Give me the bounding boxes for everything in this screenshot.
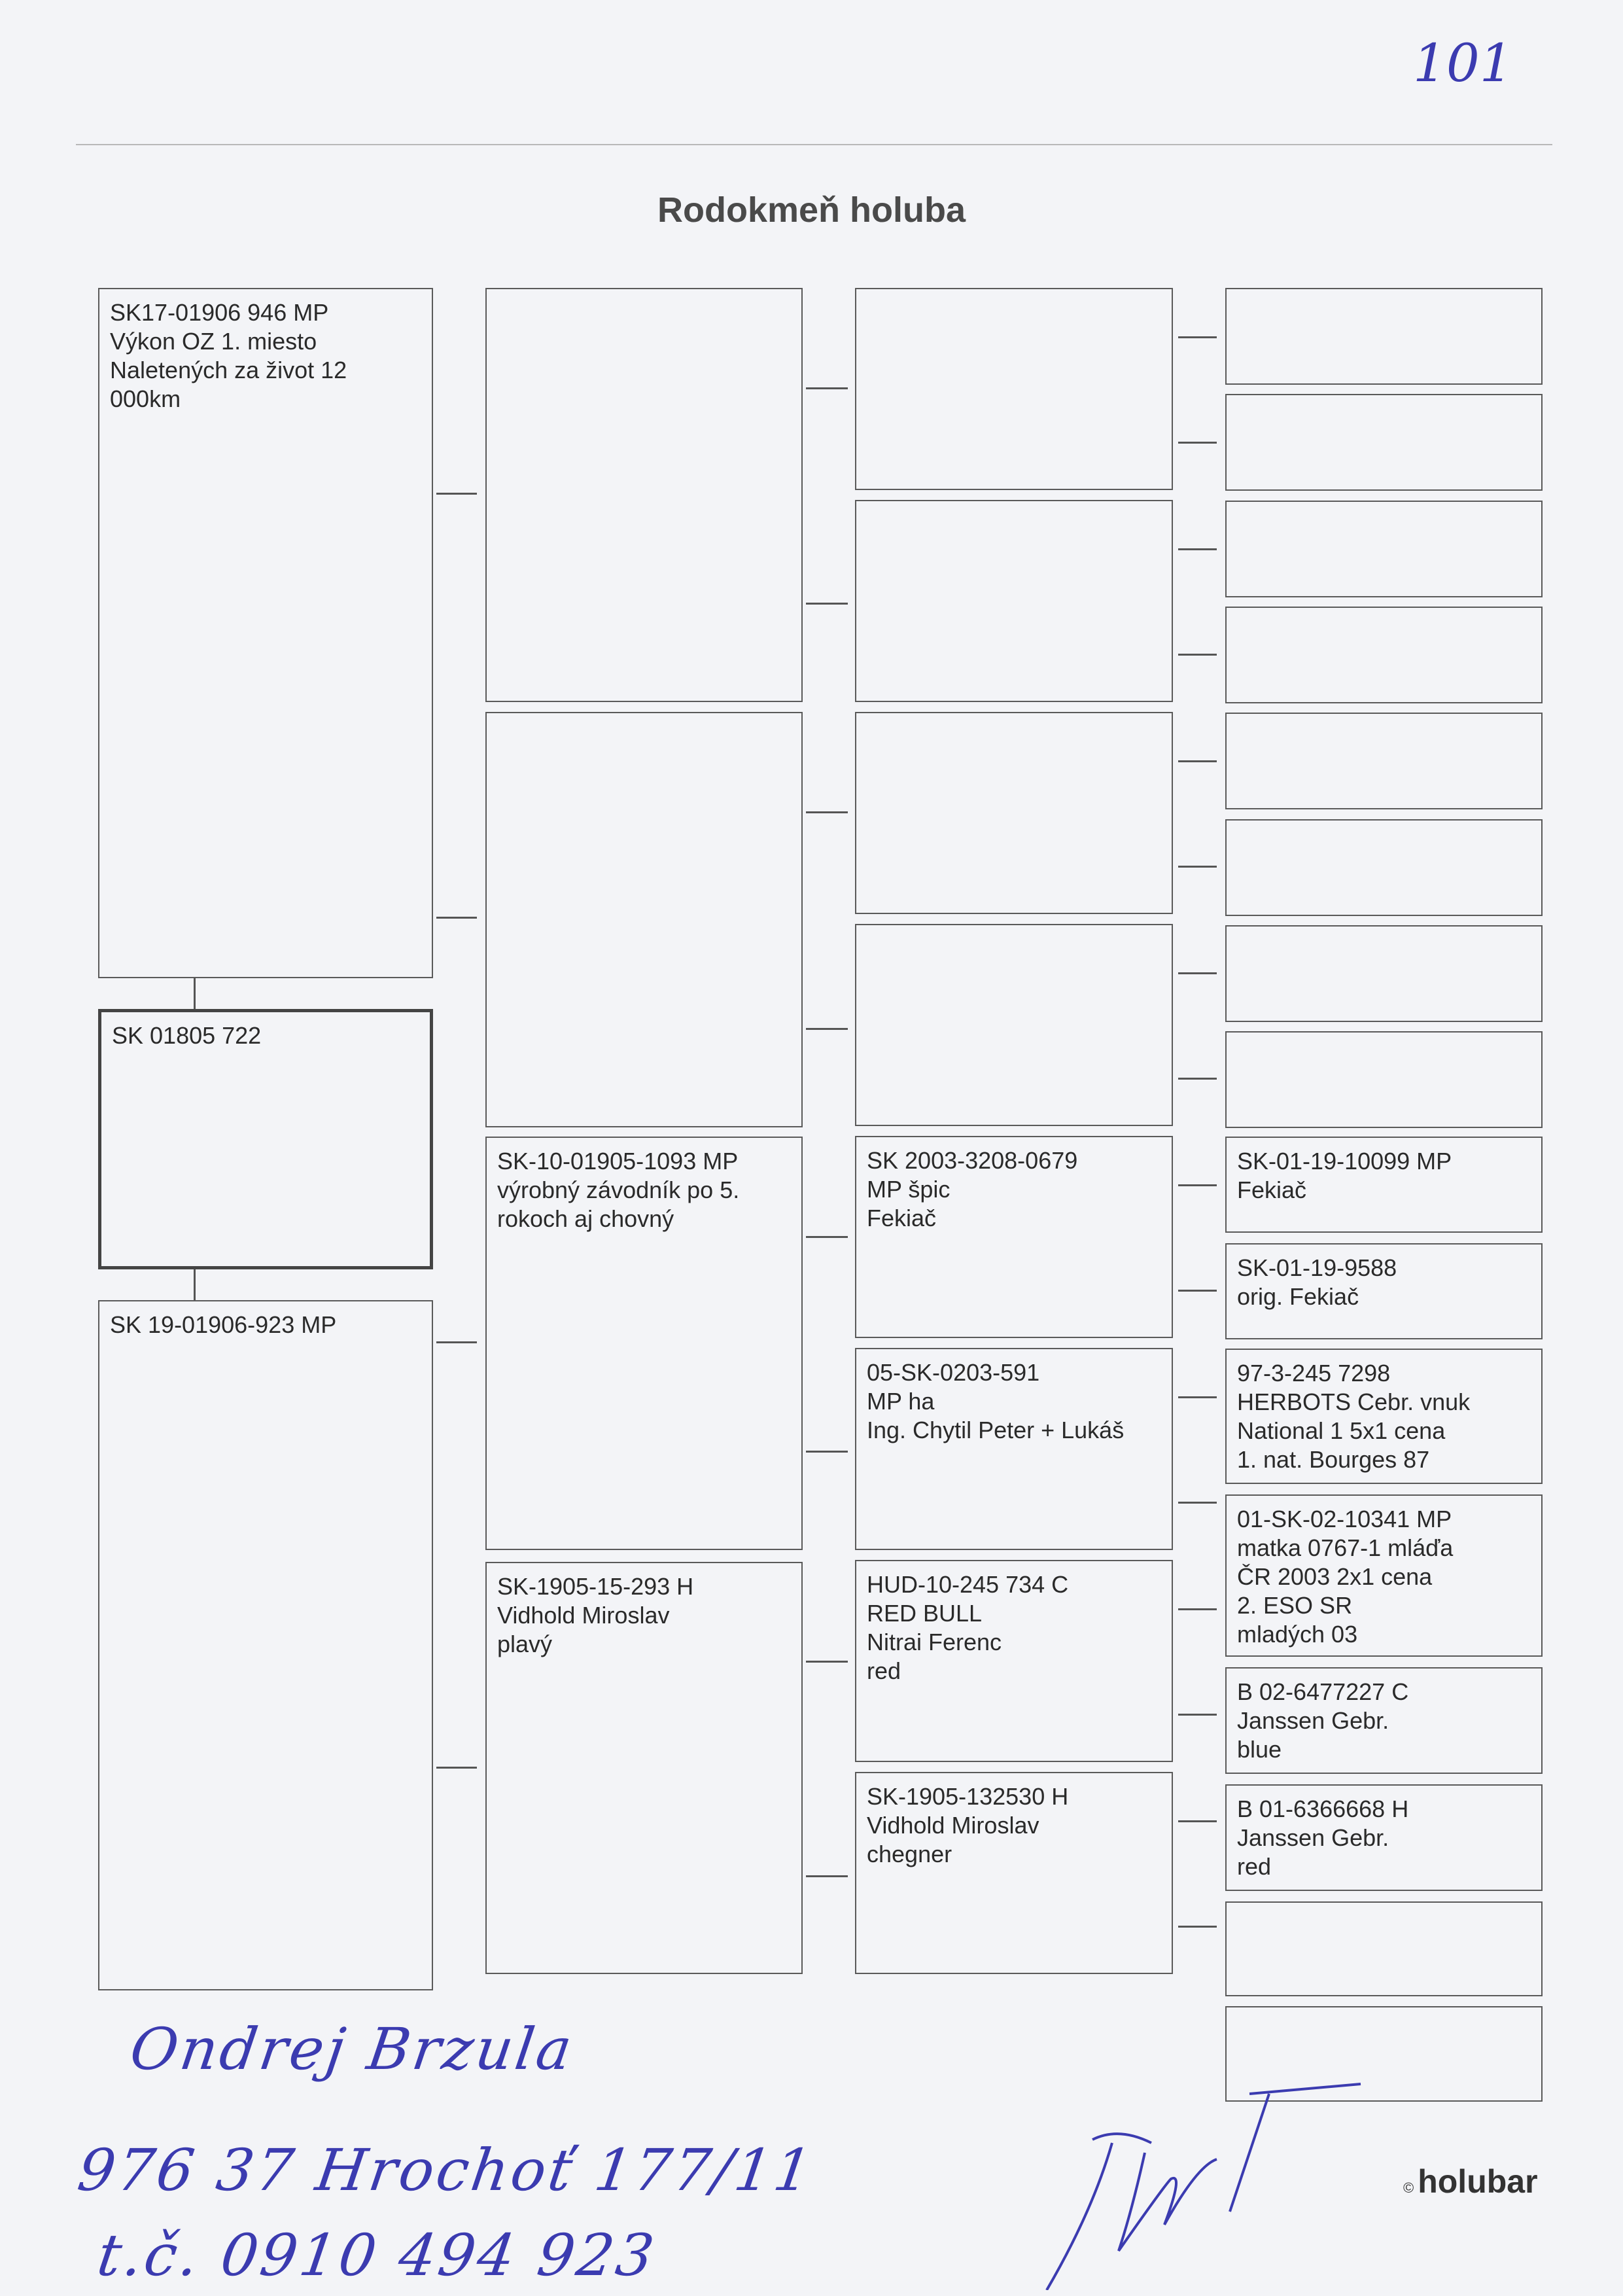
- connector-line: [194, 978, 196, 1009]
- pedigree-line: SK-1905-132530 H: [867, 1783, 1069, 1810]
- pedigree-line: blue: [1237, 1736, 1282, 1763]
- connector-line: [1178, 1184, 1217, 1186]
- col4-box: [1225, 819, 1543, 916]
- connector-line: [1178, 1926, 1217, 1928]
- connector-line: [806, 1875, 848, 1877]
- col3-box: [855, 1348, 1173, 1550]
- pedigree-line: B 02-6477227 C: [1237, 1678, 1409, 1705]
- pedigree-line: Vidhold Miroslav: [867, 1812, 1039, 1839]
- col3-box: [855, 1136, 1173, 1338]
- pedigree-line: rokoch aj chovný: [497, 1205, 674, 1232]
- subject-box: [98, 288, 433, 978]
- middle-box: [98, 1009, 433, 1269]
- col4-box: [1225, 394, 1543, 491]
- pedigree-line: SK17-01906 946 MP: [110, 299, 329, 326]
- pedigree-line: RED BULL: [867, 1600, 983, 1627]
- pedigree-line: Janssen Gebr.: [1237, 1707, 1389, 1734]
- header-divider: [76, 144, 1552, 145]
- pedigree-line: Vidhold Miroslav: [497, 1602, 670, 1629]
- logo-text: holubar: [1418, 2163, 1538, 2200]
- col2-box: [485, 288, 803, 702]
- pedigree-line: National 1 5x1 cena: [1237, 1417, 1446, 1444]
- pedigree-line: 2. ESO SR: [1237, 1592, 1353, 1619]
- pedigree-line: chegner: [867, 1841, 952, 1867]
- pedigree-line: HUD-10-245 734 C: [867, 1571, 1069, 1598]
- col3-box: [855, 924, 1173, 1126]
- pedigree-line: Janssen Gebr.: [1237, 1824, 1389, 1851]
- copyright-symbol: ©: [1403, 2180, 1414, 2196]
- pedigree-line: SK 19-01906-923 MP: [110, 1311, 337, 1338]
- col4-box: [1225, 1349, 1543, 1484]
- pedigree-line: SK-01-19-9588: [1237, 1254, 1397, 1281]
- col2-box: [485, 712, 803, 1127]
- pedigree-line: 1. nat. Bourges 87: [1237, 1446, 1430, 1473]
- col4-box: [1225, 288, 1543, 385]
- col4-box: [1225, 925, 1543, 1022]
- pedigree-line: Nitrai Ferenc: [867, 1629, 1002, 1655]
- col3-box: [855, 1560, 1173, 1762]
- col4-box: [1225, 1031, 1543, 1128]
- connector-line: [1178, 1502, 1217, 1504]
- connector-line: [1178, 1290, 1217, 1292]
- connector-line: [436, 493, 477, 495]
- connector-line: [1178, 654, 1217, 656]
- connector-line: [806, 811, 848, 813]
- connector-line: [806, 387, 848, 389]
- pedigree-line: MP špic: [867, 1176, 951, 1203]
- pedigree-line: Výkon OZ 1. miesto: [110, 328, 317, 355]
- pedigree-line: B 01-6366668 H: [1237, 1795, 1409, 1822]
- col2-box: [485, 1137, 803, 1550]
- pedigree-line: red: [867, 1657, 901, 1684]
- connector-line: [806, 1661, 848, 1663]
- pedigree-line: SK-1905-15-293 H: [497, 1573, 694, 1600]
- connector-line: [806, 1028, 848, 1030]
- pedigree-line: plavý: [497, 1631, 553, 1657]
- pedigree-line: SK-10-01905-1093 MP: [497, 1148, 739, 1174]
- connector-line: [1178, 1820, 1217, 1822]
- col4-box: [1225, 1494, 1543, 1657]
- connector-line: [436, 1767, 477, 1769]
- col4-box: [1225, 501, 1543, 597]
- pedigree-line: SK 01805 722: [112, 1022, 262, 1049]
- connector-line: [1178, 972, 1217, 974]
- pedigree-line: SK-01-19-10099 MP: [1237, 1148, 1452, 1174]
- connector-line: [436, 917, 477, 919]
- pedigree-line: Ing. Chytil Peter + Lukáš: [867, 1417, 1125, 1443]
- connector-line: [806, 603, 848, 605]
- connector-line: [1178, 760, 1217, 762]
- connector-line: [1178, 866, 1217, 868]
- pedigree-line: orig. Fekiač: [1237, 1283, 1359, 1310]
- connector-line: [1178, 1608, 1217, 1610]
- col4-box: [1225, 1901, 1543, 1996]
- page-number: 101: [1413, 33, 1513, 94]
- pedigree-line: mladých 03: [1237, 1621, 1358, 1648]
- col4-box: [1225, 713, 1543, 809]
- pedigree-line: Fekiač: [867, 1205, 937, 1231]
- connector-line: [1178, 1396, 1217, 1398]
- pedigree-line: Naletených za život 12: [110, 357, 347, 383]
- connector-line: [1178, 442, 1217, 444]
- connector-line: [1178, 1078, 1217, 1080]
- page-title: Rodokmeň holuba: [657, 190, 966, 230]
- connector-line: [1178, 1714, 1217, 1716]
- holubar-logo: [1403, 2163, 1538, 2200]
- connector-line: [806, 1236, 848, 1238]
- col4-box: [1225, 607, 1543, 703]
- mate-box: [98, 1300, 433, 1990]
- pedigree-line: SK 2003-3208-0679: [867, 1147, 1078, 1174]
- connector-line: [1178, 336, 1217, 338]
- col3-box: [855, 288, 1173, 490]
- handwritten-name: Ondrej Brzula: [126, 2015, 579, 2083]
- pedigree-line: 01-SK-02-10341 MP: [1237, 1506, 1452, 1532]
- pedigree-line: Fekiač: [1237, 1176, 1307, 1203]
- pedigree-line: 000km: [110, 385, 181, 412]
- col4-box: [1225, 1667, 1543, 1774]
- col3-box: [855, 500, 1173, 702]
- pedigree-line: 97-3-245 7298: [1237, 1360, 1391, 1386]
- col4-box: [1225, 1784, 1543, 1891]
- handwritten-address: 976 37 Hrochoť 177/11: [73, 2136, 818, 2204]
- pedigree-line: red: [1237, 1853, 1272, 1880]
- handwritten-phone: t.č. 0910 494 923: [93, 2221, 661, 2289]
- col3-box: [855, 1772, 1173, 1974]
- pedigree-line: 05-SK-0203-591: [867, 1359, 1040, 1386]
- pedigree-line: výrobný závodník po 5.: [497, 1176, 740, 1203]
- pedigree-line: MP ha: [867, 1388, 935, 1415]
- pedigree-line: HERBOTS Cebr. vnuk: [1237, 1388, 1471, 1415]
- col3-box: [855, 712, 1173, 914]
- connector-line: [194, 1269, 196, 1300]
- connector-line: [806, 1451, 848, 1453]
- connector-line: [436, 1341, 477, 1343]
- col4-box: [1225, 1137, 1543, 1233]
- pedigree-line: ČR 2003 2x1 cena: [1237, 1563, 1433, 1590]
- connector-line: [1178, 548, 1217, 550]
- col2-box: [485, 1562, 803, 1974]
- col4-box: [1225, 1243, 1543, 1339]
- pedigree-line: matka 0767-1 mláďa: [1237, 1534, 1454, 1561]
